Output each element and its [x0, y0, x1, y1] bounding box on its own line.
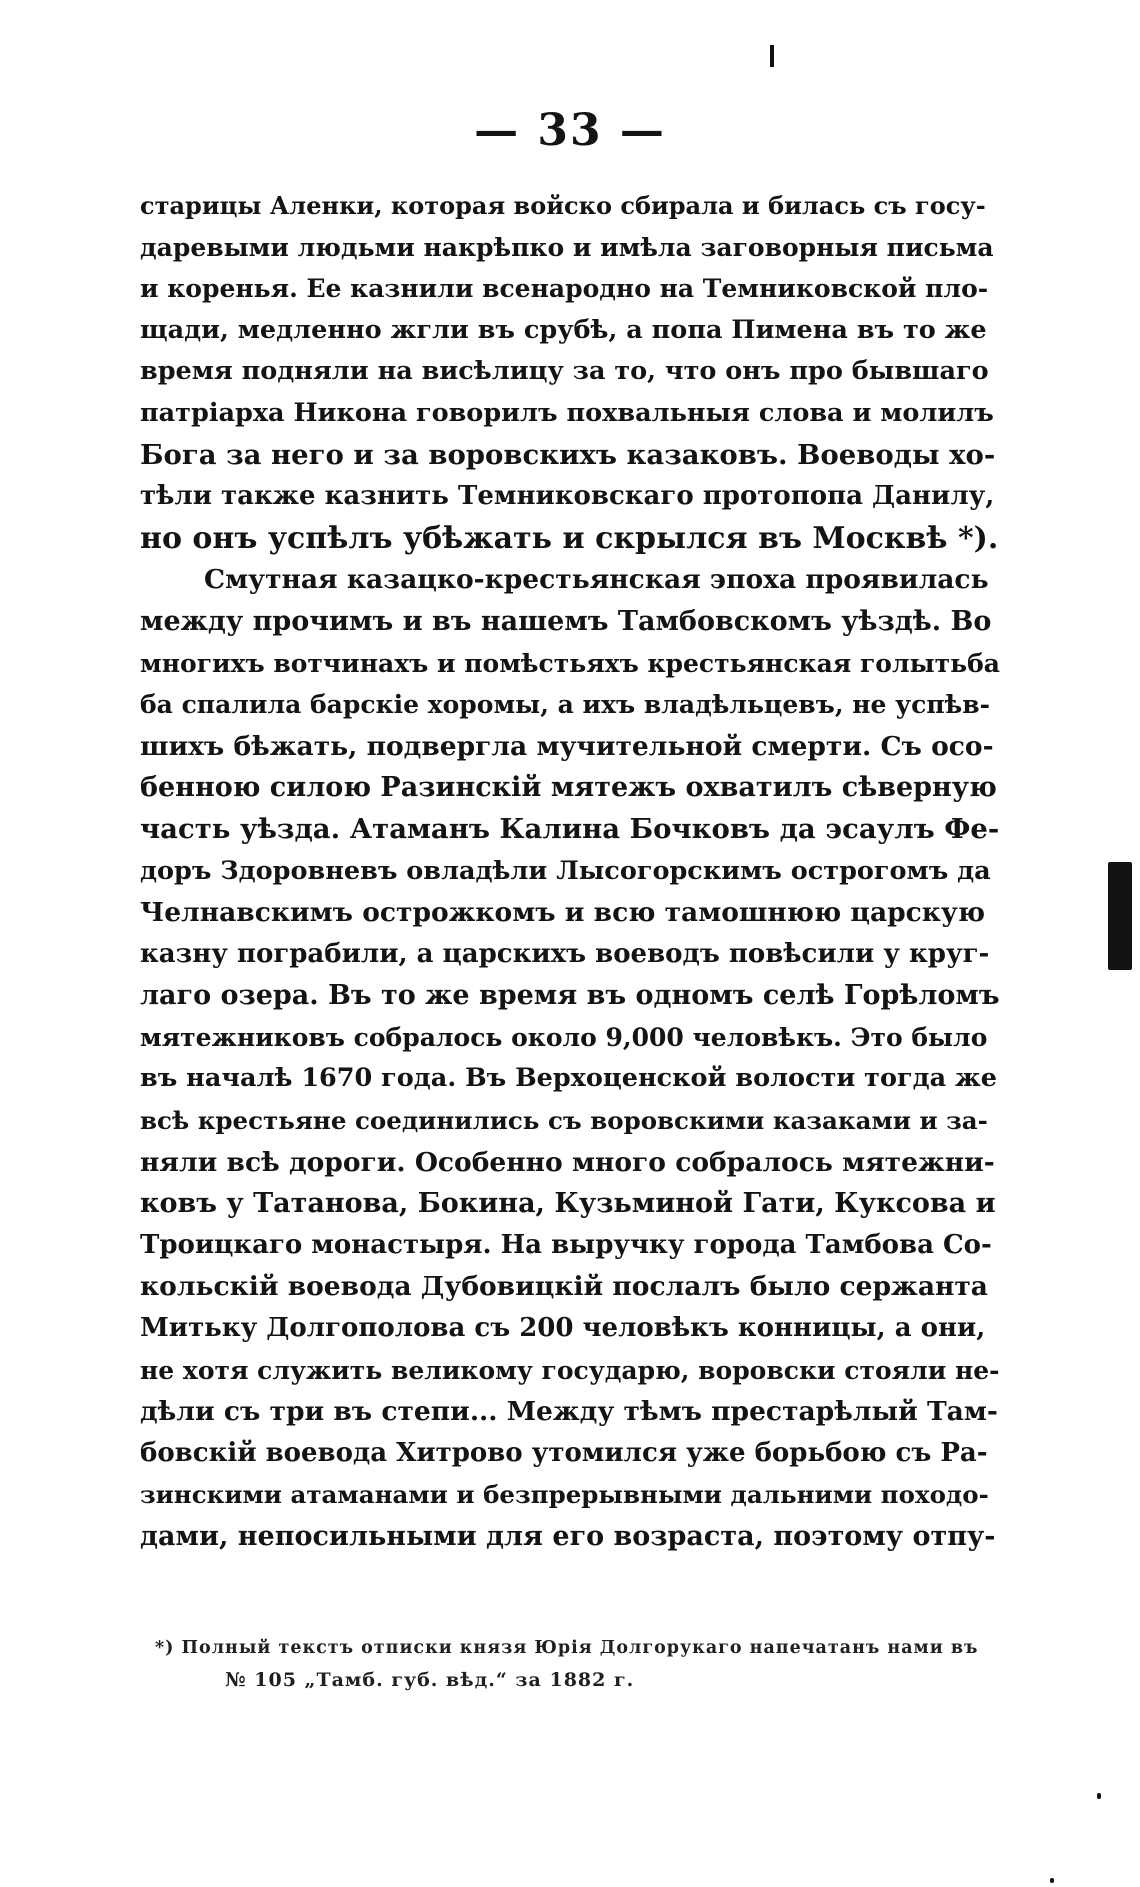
- footnote-line: *) Полный текстъ отписки князя Юрія Долгорукаго напечатанъ нами въ: [155, 1638, 979, 1658]
- text-line: въ началѣ 1670 года. Въ Верхоценской волости тогда же: [140, 1063, 997, 1094]
- scan-speck: [1050, 1878, 1054, 1883]
- text-line: Бога за него и за воровскихъ казаковъ. Воеводы хо-: [140, 438, 996, 471]
- text-line: Челнавскимъ острожкомъ и всю тамошнюю царскую: [140, 897, 986, 929]
- text-line: няли всѣ дороги. Особенно много собралось мятежни-: [140, 1146, 995, 1178]
- text-line: ба спалила барскіе хоромы, а ихъ владѣльцевъ, не успѣв-: [140, 690, 990, 720]
- text-line: Троицкаго монастыря. На выручку города Тамбова Со-: [140, 1229, 992, 1260]
- text-line: доръ Здоровневъ овладѣли Лысогорскимъ острогомъ да: [140, 855, 991, 886]
- paragraph-start-line: Смутная казацко-крестьянская эпоха проявилась: [204, 564, 989, 596]
- text-line: время подняли на висѣлицу за то, что онъ про бывшаго: [140, 356, 989, 387]
- text-line: многихъ вотчинахъ и помѣстьяхъ крестьянская голытьба: [140, 648, 1000, 678]
- text-line: не хотя служить великому государю, воровски стояли не-: [140, 1355, 1000, 1385]
- text-line: шихъ бѣжать, подвергла мучительной смерти. Съ осо-: [140, 730, 994, 762]
- text-line: дами, непосильными для его возраста, поэтому отпу-: [140, 1521, 996, 1552]
- footnote-line: № 105 „Тамб. губ. вѣд.“ за 1882 г.: [225, 1669, 635, 1691]
- text-line: но онъ успѣлъ убѣжать и скрылся въ Москвѣ *).: [140, 520, 999, 556]
- text-line: часть уѣзда. Атаманъ Калина Бочковъ да эсаулъ Фе-: [140, 812, 1000, 845]
- scan-mark-top: [770, 45, 774, 67]
- text-line: мятежниковъ собралось около 9,000 человѣкъ. Это было: [140, 1022, 988, 1052]
- text-line: дѣли съ три въ степи... Между тѣмъ престарѣлый Там-: [140, 1396, 998, 1428]
- text-line: лаго озера. Въ то же время въ одномъ селѣ Горѣломъ: [140, 980, 1000, 1012]
- text-line: и коренья. Ее казнили всенародно на Темниковской пло-: [140, 274, 989, 304]
- text-line: зинскими атаманами и безпрерывными дальними походо-: [140, 1480, 989, 1510]
- text-line: бовскій воевода Хитрово утомился уже борьбою съ Ра-: [140, 1437, 988, 1468]
- text-line: старицы Аленки, которая войско сбирала и билась съ госу-: [140, 191, 986, 220]
- scan-edge-mark: [1108, 862, 1132, 970]
- text-line: бенною силою Разинскій мятежъ охватилъ сѣверную: [140, 772, 997, 804]
- footnote: [155, 1632, 995, 1696]
- text-line: казну пограбили, а царскихъ воеводъ повѣсили у круг-: [140, 938, 990, 969]
- scan-speck: [1097, 1793, 1101, 1799]
- text-line: патріарха Никона говорилъ похвальныя слова и молилъ: [140, 397, 994, 428]
- text-line: кольскій воевода Дубовицкій послалъ было сержанта: [140, 1271, 988, 1303]
- text-line: даревыми людьми накрѣпко и имѣла заговорныя письма: [140, 232, 994, 262]
- text-line: между прочимъ и въ нашемъ Тамбовскомъ уѣздѣ. Во: [140, 605, 992, 637]
- body-text: [140, 185, 1000, 1558]
- text-line: Митьку Долгополова съ 200 человѣкъ конницы, а они,: [140, 1313, 986, 1344]
- text-line: тѣли также казнить Темниковскаго протопопа Данилу,: [140, 481, 995, 512]
- text-line: всѣ крестьяне соединились съ воровскими казаками и за-: [140, 1106, 988, 1136]
- text-line: ковъ у Татанова, Бокина, Кузьминой Гати, Куксова и: [140, 1188, 996, 1220]
- page-number: — 33 —: [474, 105, 666, 156]
- text-line: щади, медленно жгли въ срубѣ, а попа Пимена въ то же: [140, 314, 987, 345]
